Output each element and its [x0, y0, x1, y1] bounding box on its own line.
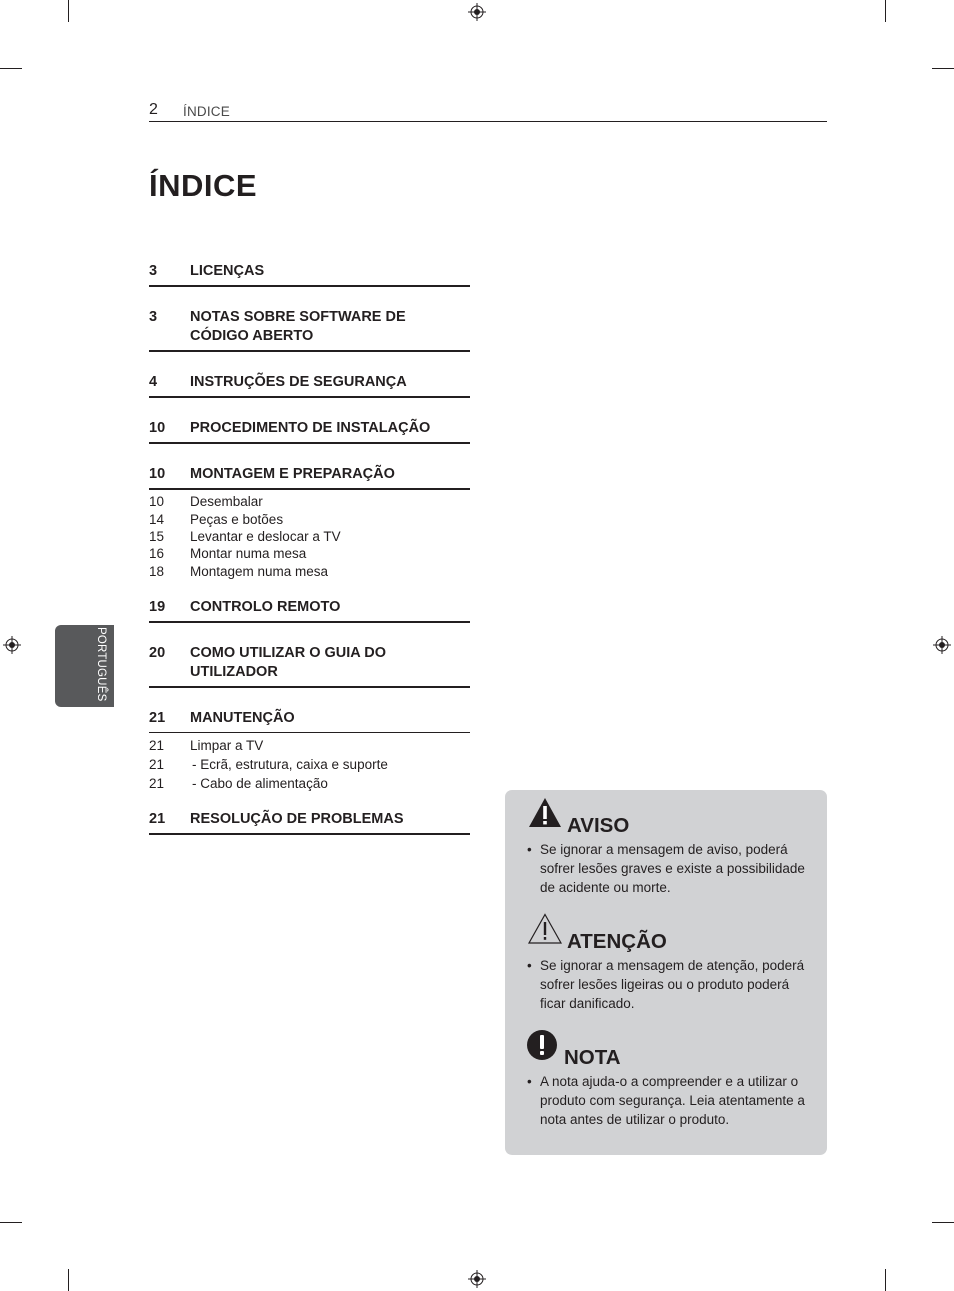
toc-page: 21: [149, 738, 165, 753]
toc-title: MANUTENÇÃO: [190, 710, 295, 726]
crop-mark: [885, 1269, 886, 1291]
warning-triangle-icon: [527, 796, 563, 829]
toc-title: PROCEDIMENTO DE INSTALAÇÃO: [190, 420, 431, 436]
toc-title: Desembalar: [190, 494, 263, 509]
toc-page: 14: [149, 512, 165, 527]
caution-triangle-icon: [527, 912, 563, 945]
toc-title: Levantar e deslocar a TV: [190, 529, 341, 544]
crop-mark: [0, 1222, 22, 1223]
toc-page: 3: [149, 263, 158, 279]
toc-entry[interactable]: [149, 308, 470, 352]
toc-entry[interactable]: [149, 465, 470, 490]
toc-entry[interactable]: [149, 598, 470, 623]
toc-entry[interactable]: [149, 810, 470, 835]
toc-page: 15: [149, 529, 165, 544]
toc-entry[interactable]: [149, 373, 470, 398]
toc-page: 10: [149, 420, 166, 436]
registration-mark-icon: [3, 636, 21, 654]
toc-page: 18: [149, 564, 165, 579]
toc-entry[interactable]: [149, 419, 470, 444]
toc-title: Peças e botões: [190, 512, 284, 527]
crop-mark: [932, 68, 954, 69]
toc-page: 21: [149, 811, 166, 827]
toc-page: 3: [149, 309, 158, 325]
registration-mark-icon: [468, 1270, 486, 1288]
page-number: 2: [149, 101, 158, 118]
toc-page: 21: [149, 757, 165, 772]
toc-title: RESOLUÇÃO DE PROBLEMAS: [190, 811, 404, 827]
notice-text: • Se ignorar a mensagem de aviso, poderá sofrer lesões graves e existe a possibilidade de acidente ou morte.: [527, 840, 809, 897]
header-title: ÍNDICE: [183, 104, 230, 119]
toc-title: COMO UTILIZAR O GUIA DO UTILIZADOR: [190, 645, 387, 680]
toc-title: Limpar a TV: [190, 738, 264, 753]
toc-page: 10: [149, 466, 166, 482]
toc-page: 10: [149, 494, 165, 509]
note-exclamation-icon: [527, 1028, 561, 1062]
notice-text: • Se ignorar a mensagem de atenção, poderá sofrer lesões ligeiras ou o produto poderá ficar danificado.: [527, 956, 809, 1013]
page-title: ÍNDICE: [149, 168, 258, 203]
language-tab-label: PORTUGUÊS: [95, 627, 107, 702]
crop-mark: [0, 68, 22, 69]
notice-label: ATENÇÃO: [567, 930, 667, 953]
toc-title: MONTAGEM E PREPARAÇÃO: [190, 466, 395, 482]
crop-mark: [68, 1269, 69, 1291]
toc-page: 16: [149, 546, 165, 561]
toc-page: 21: [149, 776, 165, 791]
crop-mark: [932, 1222, 954, 1223]
registration-mark-icon: [933, 636, 951, 654]
notice-label: AVISO: [567, 814, 630, 837]
language-tab: [55, 625, 114, 707]
toc-title: - Cabo de alimentação: [192, 776, 328, 791]
notice-box: [505, 790, 827, 1155]
toc-title: INSTRUÇÕES DE SEGURANÇA: [190, 374, 407, 390]
toc-entry[interactable]: [149, 709, 470, 733]
toc-title: NOTAS SOBRE SOFTWARE DE CÓDIGO ABERTO: [190, 309, 406, 344]
crop-mark: [885, 0, 886, 22]
toc-title: LICENÇAS: [190, 263, 265, 279]
running-header: [149, 100, 827, 122]
notice-text: • A nota ajuda-o a compreender e a utilizar o produto com segurança. Leia atentamente a nota antes de utilizar o produto.: [527, 1072, 809, 1129]
toc-entry[interactable]: [149, 644, 470, 688]
toc-entry[interactable]: [149, 262, 470, 287]
toc-title: Montagem numa mesa: [190, 564, 329, 579]
toc-page: 4: [149, 374, 158, 390]
crop-mark: [68, 0, 69, 22]
toc-title: CONTROLO REMOTO: [190, 599, 341, 615]
toc-title: Montar numa mesa: [190, 546, 307, 561]
toc-page: 19: [149, 599, 166, 615]
toc-title: - Ecrã, estrutura, caixa e suporte: [192, 757, 388, 772]
toc-page: 20: [149, 645, 166, 661]
toc-page: 21: [149, 710, 166, 726]
registration-mark-icon: [468, 3, 486, 21]
notice-label: NOTA: [564, 1046, 621, 1069]
